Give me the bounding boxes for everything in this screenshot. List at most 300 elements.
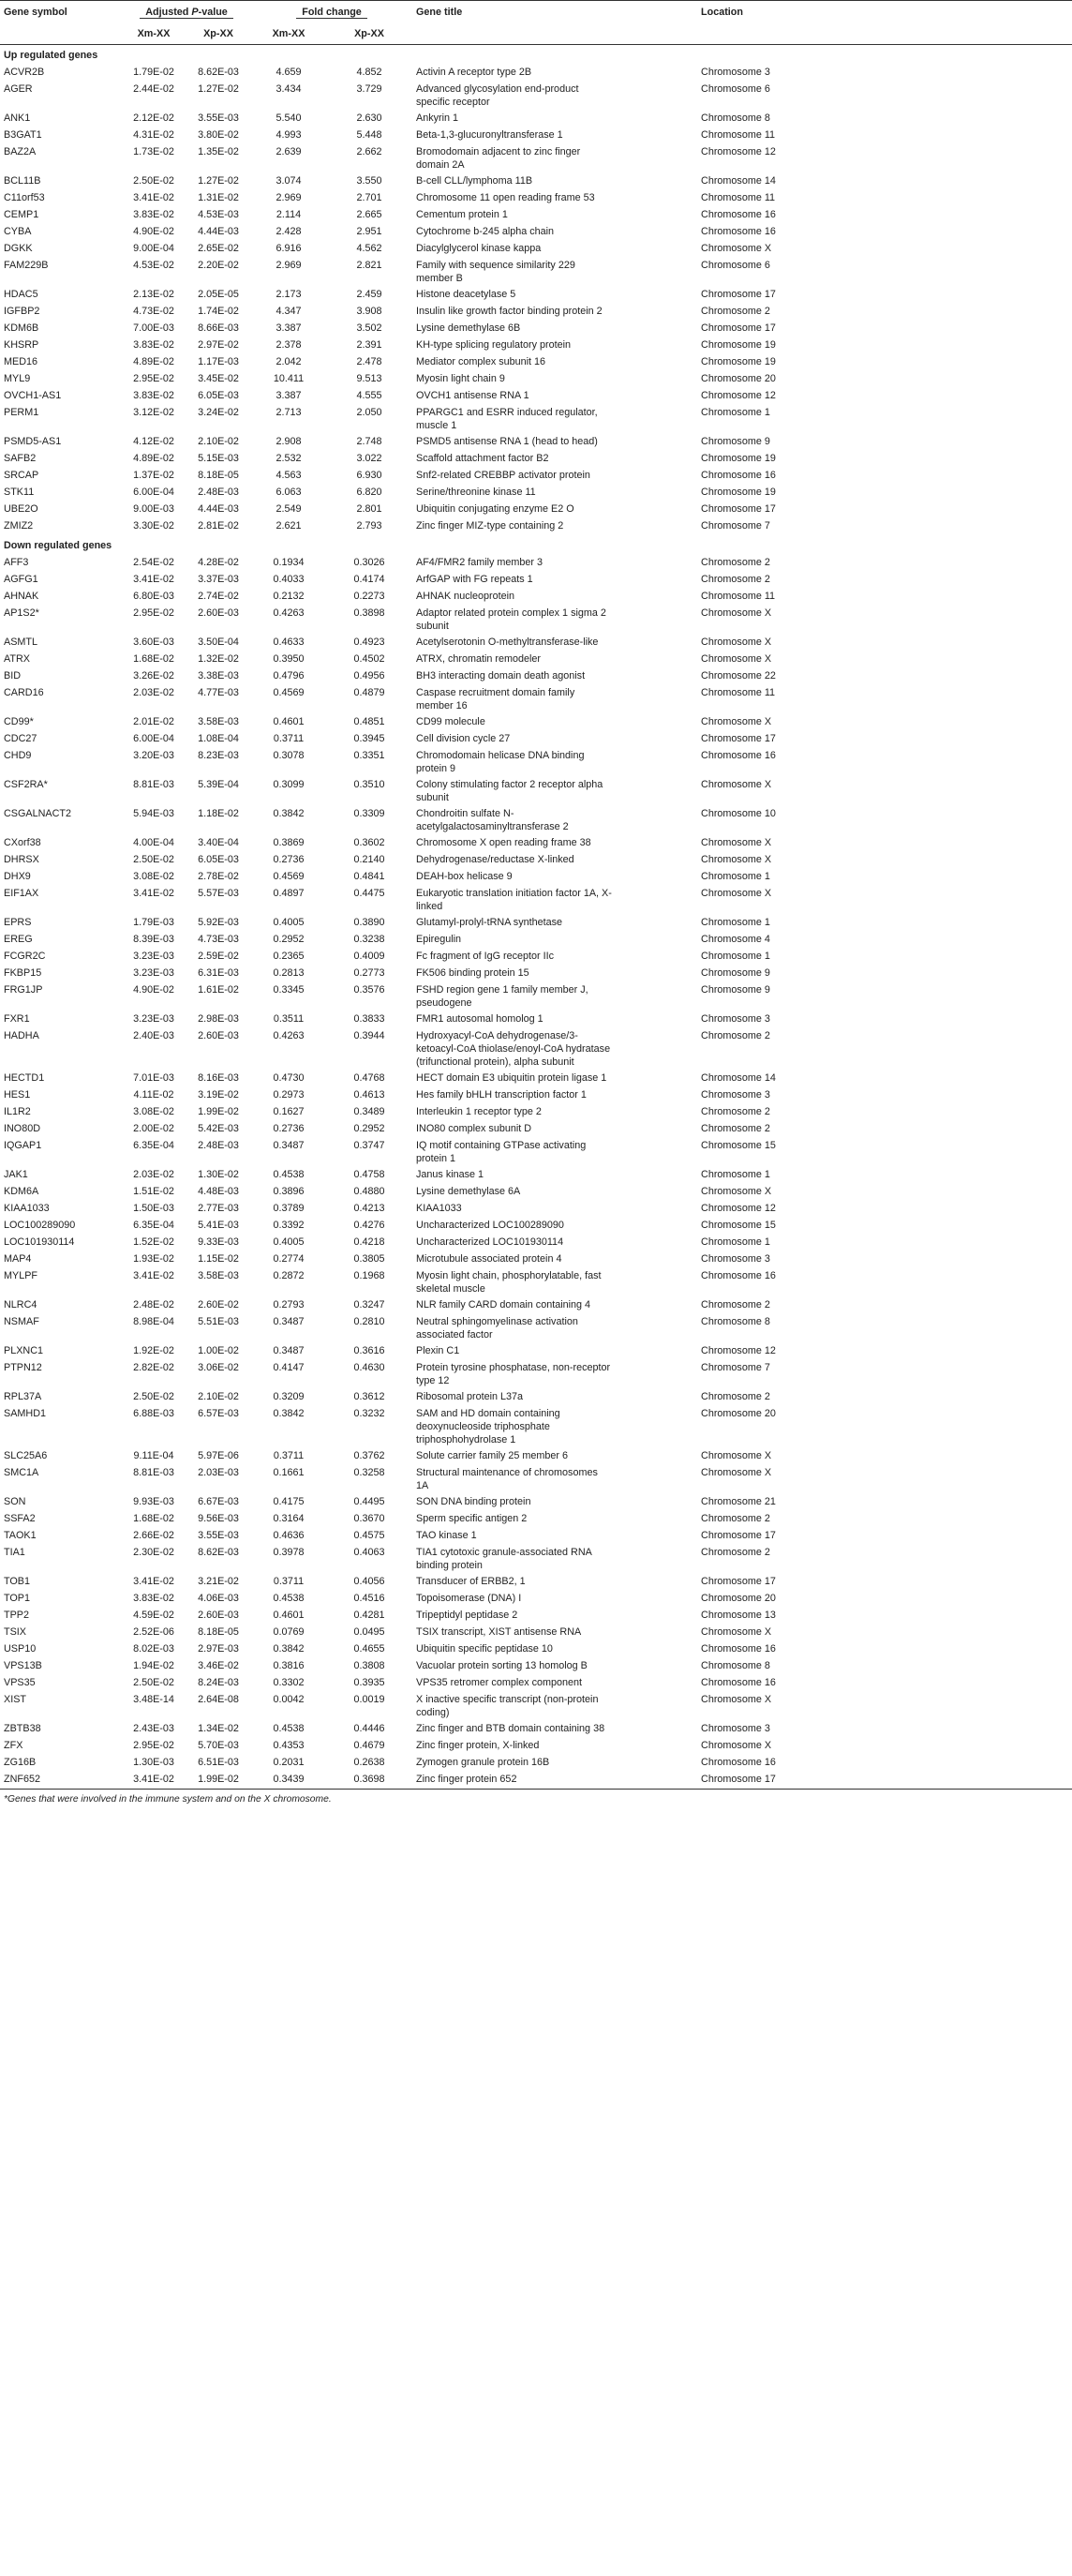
- fold-change-xp-xx-cell: 0.4213: [353, 1203, 385, 1214]
- adj-p-xm-xx-cell: 1.51E-02: [133, 1186, 174, 1197]
- gene-title-cell: FSHD region gene 1 family member J, pseudogene: [416, 984, 588, 1009]
- adj-p-xp-xx-cell: 3.55E-03: [198, 112, 239, 124]
- fold-change-xm-xx-cell: 0.3099: [273, 779, 305, 790]
- adj-p-xp-xx-cell: 2.05E-05: [198, 289, 239, 300]
- table-row: [0, 1343, 1072, 1360]
- fold-change-xp-xx-cell: 0.4174: [353, 574, 385, 585]
- spacer-cell: [613, 1772, 697, 1790]
- adj-p-xm-xx-cell: 1.94E-02: [133, 1660, 174, 1671]
- gene-symbol-cell: HADHA: [4, 1030, 39, 1041]
- adj-p-xm-xx-cell: 8.02E-03: [133, 1643, 174, 1655]
- spacer-cell: [613, 1268, 697, 1297]
- spacer-cell: [613, 207, 697, 224]
- adj-p-xm-xx-cell: 4.53E-02: [133, 260, 174, 271]
- spacer-cell: [613, 714, 697, 731]
- adj-p-xp-xx-cell: 8.62E-03: [198, 67, 239, 78]
- adj-p-xp-xx-cell: 8.18E-05: [198, 1626, 239, 1638]
- spacer-cell: [613, 1574, 697, 1591]
- adj-p-xp-xx-cell: 3.38E-03: [198, 670, 239, 681]
- gene-title-cell: Advanced glycosylation end-product specific receptor: [416, 83, 579, 108]
- fold-change-xp-xx-cell: 5.448: [356, 129, 382, 141]
- spacer-cell: [613, 731, 697, 748]
- gene-symbol-cell: IL1R2: [4, 1106, 31, 1117]
- fold-change-xm-xx-cell: 0.4569: [273, 687, 305, 698]
- adj-p-xp-xx-cell: 8.18E-05: [198, 470, 239, 481]
- fold-change-xp-xx-cell: 2.748: [356, 436, 382, 447]
- spacer-cell: [613, 1389, 697, 1406]
- adj-p-xm-xx-cell: 4.90E-02: [133, 984, 174, 996]
- gene-symbol-cell: LOC100289090: [4, 1220, 76, 1231]
- fold-change-xm-xx-cell: 2.378: [275, 339, 302, 351]
- location-cell: Chromosome 9: [701, 436, 770, 447]
- spacer-cell: [613, 651, 697, 668]
- table-row: [0, 207, 1072, 224]
- fold-change-xp-xx-cell: 0.3808: [353, 1660, 385, 1671]
- location-cell: Chromosome 3: [701, 1013, 770, 1025]
- location-cell: Chromosome 12: [701, 390, 776, 401]
- spacer-cell: [613, 932, 697, 949]
- adj-p-xm-xx-cell: 3.41E-02: [133, 192, 174, 203]
- adj-p-xm-xx-cell: 2.43E-03: [133, 1723, 174, 1734]
- location-cell: Chromosome 11: [701, 129, 776, 141]
- spacer-cell: [613, 966, 697, 982]
- header-fc-xm-xx: Xm-XX: [272, 28, 305, 39]
- adj-p-xm-xx-cell: 8.81E-03: [133, 779, 174, 790]
- fold-change-xp-xx-cell: 9.513: [356, 373, 382, 384]
- table-row: [0, 1641, 1072, 1658]
- fold-change-xp-xx-cell: 2.665: [356, 209, 382, 220]
- gene-symbol-cell: BAZ2A: [4, 146, 37, 157]
- table-footnote: *Genes that were involved in the immune system and on the X chromosome.: [4, 1794, 332, 1805]
- fold-change-xp-xx-cell: 3.908: [356, 306, 382, 317]
- gene-symbol-cell: AGFG1: [4, 574, 38, 585]
- header-adj-xm-xx: Xm-XX: [137, 28, 171, 39]
- table-row: [0, 241, 1072, 258]
- fold-change-xm-xx-cell: 0.4353: [273, 1740, 305, 1751]
- table-header: [0, 1, 1072, 45]
- gene-title-cell: Scaffold attachment factor B2: [416, 453, 549, 464]
- adj-p-xm-xx-cell: 6.00E-04: [133, 733, 174, 744]
- fold-change-xp-xx-cell: 0.3944: [353, 1030, 385, 1041]
- spacer-cell: [613, 304, 697, 321]
- adj-p-xp-xx-cell: 4.48E-03: [198, 1186, 239, 1197]
- location-cell: Chromosome 2: [701, 306, 770, 317]
- adj-p-xp-xx-cell: 5.92E-03: [198, 917, 239, 928]
- fold-change-xp-xx-cell: 2.050: [356, 407, 382, 418]
- adj-p-xm-xx-cell: 3.20E-03: [133, 750, 174, 761]
- location-cell: Chromosome X: [701, 837, 772, 848]
- spacer-cell: [613, 589, 697, 606]
- spacer-cell: [613, 258, 697, 287]
- adj-p-xm-xx-cell: 2.03E-02: [133, 687, 174, 698]
- fold-change-xp-xx-cell: 0.3898: [353, 607, 385, 619]
- spacer-cell: [613, 1011, 697, 1028]
- adj-p-xp-xx-cell: 3.80E-02: [198, 129, 239, 141]
- gene-symbol-cell: AHNAK: [4, 591, 39, 602]
- gene-symbol-cell: KIAA1033: [4, 1203, 50, 1214]
- gene-title-cell: B-cell CLL/lymphoma 11B: [416, 175, 533, 187]
- location-cell: Chromosome X: [701, 607, 772, 619]
- adj-p-xm-xx-cell: 4.90E-02: [133, 226, 174, 237]
- table-row: [0, 915, 1072, 932]
- adj-p-xm-xx-cell: 3.48E-14: [133, 1694, 174, 1705]
- gene-title-cell: Glutamyl-prolyl-tRNA synthetase: [416, 917, 563, 928]
- adj-p-xm-xx-cell: 1.37E-02: [133, 470, 174, 481]
- adj-p-xp-xx-cell: 1.17E-03: [198, 356, 239, 367]
- fold-change-xm-xx-cell: 0.4636: [273, 1530, 305, 1541]
- spacer-cell: [613, 354, 697, 371]
- location-cell: Chromosome 1: [701, 871, 770, 882]
- adj-p-xp-xx-cell: 3.58E-03: [198, 716, 239, 727]
- table-body: [0, 45, 1072, 1790]
- table-row: [0, 966, 1072, 982]
- adj-p-xp-xx-cell: 2.60E-03: [198, 1610, 239, 1621]
- fold-change-xm-xx-cell: 2.639: [275, 146, 302, 157]
- fold-change-xm-xx-cell: 0.0769: [273, 1626, 305, 1638]
- adj-p-xm-xx-cell: 3.30E-02: [133, 520, 174, 532]
- table-row: [0, 1297, 1072, 1314]
- fold-change-xm-xx-cell: 0.2872: [273, 1270, 305, 1281]
- gene-title-cell: Cell division cycle 27: [416, 733, 511, 744]
- gene-title-cell: Protein tyrosine phosphatase, non-receptor type 12: [416, 1362, 611, 1386]
- fold-change-xp-xx-cell: 2.459: [356, 289, 382, 300]
- spacer-cell: [613, 1738, 697, 1755]
- fold-change-xp-xx-cell: 0.3612: [353, 1391, 385, 1402]
- adj-p-xp-xx-cell: 6.31E-03: [198, 967, 239, 979]
- fold-change-xm-xx-cell: 0.2793: [273, 1299, 305, 1310]
- location-cell: Chromosome 3: [701, 1723, 770, 1734]
- fold-change-xm-xx-cell: 2.428: [275, 226, 302, 237]
- adj-p-xm-xx-cell: 3.41E-02: [133, 574, 174, 585]
- location-cell: Chromosome 17: [701, 503, 776, 515]
- gene-title-cell: Janus kinase 1: [416, 1169, 484, 1180]
- location-cell: Chromosome 16: [701, 470, 776, 481]
- spacer-cell: [613, 371, 697, 388]
- fold-change-xm-xx-cell: 0.3842: [273, 1643, 305, 1655]
- spacer-cell: [613, 388, 697, 405]
- spacer-cell: [613, 1448, 697, 1465]
- gene-title-cell: Zinc finger and BTB domain containing 38: [416, 1723, 605, 1734]
- spacer-cell: [613, 111, 697, 127]
- fold-change-xp-xx-cell: 0.3258: [353, 1467, 385, 1478]
- gene-symbol-cell: ZMIZ2: [4, 520, 34, 532]
- adj-p-xm-xx-cell: 2.50E-02: [133, 1677, 174, 1688]
- gene-title-cell: Family with sequence similarity 229 member B: [416, 260, 575, 284]
- spacer-cell: [613, 1360, 697, 1389]
- gene-symbol-cell: INO80D: [4, 1123, 41, 1134]
- adj-p-xm-xx-cell: 6.80E-03: [133, 591, 174, 602]
- fold-change-xm-xx-cell: 0.3816: [273, 1660, 305, 1671]
- gene-title-cell: Cytochrome b-245 alpha chain: [416, 226, 555, 237]
- gene-title-cell: Vacuolar protein sorting 13 homolog B: [416, 1660, 588, 1671]
- fold-change-xm-xx-cell: 0.3302: [273, 1677, 305, 1688]
- table-row: [0, 1011, 1072, 1028]
- spacer-cell: [613, 869, 697, 886]
- location-cell: Chromosome 19: [701, 453, 776, 464]
- gene-symbol-cell: NSMAF: [4, 1316, 39, 1327]
- fold-change-xm-xx-cell: 0.2031: [273, 1757, 305, 1768]
- fold-change-xm-xx-cell: 0.2132: [273, 591, 305, 602]
- adj-p-xm-xx-cell: 3.23E-03: [133, 951, 174, 962]
- adj-p-xp-xx-cell: 4.77E-03: [198, 687, 239, 698]
- spacer-cell: [613, 1104, 697, 1121]
- adj-p-xp-xx-cell: 2.59E-02: [198, 951, 239, 962]
- gene-title-cell: KIAA1033: [416, 1203, 462, 1214]
- adj-p-xm-xx-cell: 1.52E-02: [133, 1236, 174, 1248]
- gene-symbol-cell: TPP2: [4, 1610, 30, 1621]
- location-cell: Chromosome X: [701, 854, 772, 865]
- gene-symbol-cell: HECTD1: [4, 1072, 45, 1084]
- spacer-cell: [613, 1314, 697, 1343]
- fold-change-xp-xx-cell: 0.3602: [353, 837, 385, 848]
- fold-change-xp-xx-cell: 0.4923: [353, 637, 385, 648]
- adj-p-xm-xx-cell: 2.44E-02: [133, 83, 174, 95]
- gene-title-cell: AF4/FMR2 family member 3: [416, 557, 543, 568]
- gene-title-cell: Transducer of ERBB2, 1: [416, 1576, 526, 1587]
- adj-p-xp-xx-cell: 1.99E-02: [198, 1106, 239, 1117]
- gene-symbol-cell: PLXNC1: [4, 1345, 44, 1356]
- spacer-cell: [613, 1755, 697, 1772]
- fold-change-xm-xx-cell: 2.713: [275, 407, 302, 418]
- adj-p-xp-xx-cell: 6.05E-03: [198, 390, 239, 401]
- adj-p-xm-xx-cell: 3.23E-03: [133, 967, 174, 979]
- location-cell: Chromosome 7: [701, 1362, 770, 1373]
- adj-p-xp-xx-cell: 9.33E-03: [198, 1236, 239, 1248]
- fold-change-xp-xx-cell: 0.3670: [353, 1513, 385, 1524]
- spacer-cell: [613, 241, 697, 258]
- adj-p-xm-xx-cell: 2.52E-06: [133, 1626, 174, 1638]
- table-row: [0, 1167, 1072, 1184]
- location-cell: Chromosome 17: [701, 1576, 776, 1587]
- location-cell: Chromosome 20: [701, 1408, 776, 1419]
- table-row: [0, 949, 1072, 966]
- adj-p-xp-xx-cell: 6.05E-03: [198, 854, 239, 865]
- fold-change-xp-xx-cell: 2.701: [356, 192, 382, 203]
- fold-change-xm-xx-cell: 0.3487: [273, 1140, 305, 1151]
- adj-p-xp-xx-cell: 2.77E-03: [198, 1203, 239, 1214]
- fold-change-xm-xx-cell: 0.2813: [273, 967, 305, 979]
- adj-p-xm-xx-cell: 1.68E-02: [133, 1513, 174, 1524]
- adj-p-xm-xx-cell: 3.41E-02: [133, 888, 174, 899]
- location-cell: Chromosome X: [701, 1186, 772, 1197]
- gene-symbol-cell: SAMHD1: [4, 1408, 46, 1419]
- fold-change-xm-xx-cell: 0.3789: [273, 1203, 305, 1214]
- table-row: [0, 731, 1072, 748]
- adj-p-xp-xx-cell: 2.60E-03: [198, 607, 239, 619]
- fold-change-xm-xx-cell: 0.4633: [273, 637, 305, 648]
- fold-change-xp-xx-cell: 0.3890: [353, 917, 385, 928]
- table-row: [0, 1201, 1072, 1218]
- table-row: [0, 1268, 1072, 1297]
- fold-change-xp-xx-cell: 2.793: [356, 520, 382, 532]
- fold-change-xp-xx-cell: 0.3247: [353, 1299, 385, 1310]
- adj-p-xm-xx-cell: 2.82E-02: [133, 1362, 174, 1373]
- spacer-cell: [613, 1028, 697, 1071]
- gene-symbol-cell: FKBP15: [4, 967, 42, 979]
- adj-p-xm-xx-cell: 2.00E-02: [133, 1123, 174, 1134]
- adj-p-xp-xx-cell: 2.78E-02: [198, 871, 239, 882]
- gene-symbol-cell: DGKK: [4, 243, 33, 254]
- gene-title-cell: PSMD5 antisense RNA 1 (head to head): [416, 436, 598, 447]
- adj-p-xp-xx-cell: 3.55E-03: [198, 1530, 239, 1541]
- fold-change-xp-xx-cell: 0.2952: [353, 1123, 385, 1134]
- gene-symbol-cell: TAOK1: [4, 1530, 37, 1541]
- gene-title-cell: Caspase recruitment domain family member 16: [416, 687, 575, 711]
- gene-title-cell: Zinc finger protein 652: [412, 1772, 613, 1790]
- table-row: [0, 1755, 1072, 1772]
- location-cell: Chromosome 12: [701, 146, 776, 157]
- gene-symbol-cell: SAFB2: [4, 453, 37, 464]
- location-cell: Chromosome 3: [701, 1089, 770, 1101]
- gene-symbol-cell: CDC27: [4, 733, 37, 744]
- fold-change-xp-xx-cell: 4.555: [356, 390, 382, 401]
- fold-change-xm-xx-cell: 0.2736: [273, 1123, 305, 1134]
- gene-symbol-cell: XIST: [4, 1694, 26, 1705]
- gene-title-cell: OVCH1 antisense RNA 1: [416, 390, 529, 401]
- header-fc-xp-xx: Xp-XX: [354, 28, 384, 39]
- fold-change-xp-xx-cell: 0.2773: [353, 967, 385, 979]
- location-cell: Chromosome 22: [701, 670, 776, 681]
- fold-change-xp-xx-cell: 2.801: [356, 503, 382, 515]
- location-cell: Chromosome 13: [701, 1610, 776, 1621]
- location-cell: Chromosome 17: [697, 1772, 1072, 1790]
- table-row: [0, 518, 1072, 535]
- table-row: [0, 1738, 1072, 1755]
- spacer-cell: [613, 555, 697, 572]
- fold-change-xp-xx-cell: 0.4009: [353, 951, 385, 962]
- location-cell: Chromosome 1: [701, 1236, 770, 1248]
- fold-change-xp-xx-cell: 0.4281: [353, 1610, 385, 1621]
- table-row: [0, 1028, 1072, 1071]
- adj-p-xp-xx-cell: 2.60E-02: [198, 1299, 239, 1310]
- location-cell: Chromosome X: [701, 653, 772, 665]
- gene-symbol-cell: EREG: [4, 934, 33, 945]
- adj-p-xm-xx-cell: 2.95E-02: [133, 607, 174, 619]
- fold-change-xm-xx-cell: 0.4005: [273, 1236, 305, 1248]
- gene-title-cell: BH3 interacting domain death agonist: [416, 670, 586, 681]
- fold-change-xm-xx-cell: 2.969: [275, 260, 302, 271]
- location-cell: Chromosome 19: [701, 339, 776, 351]
- adj-p-xm-xx-cell: 8.81E-03: [133, 1467, 174, 1478]
- gene-symbol-cell: ASMTL: [4, 637, 37, 648]
- adj-p-xm-xx-cell: 2.66E-02: [133, 1530, 174, 1541]
- location-cell: Chromosome 2: [701, 1391, 770, 1402]
- fold-change-xp-xx-cell: 0.3510: [353, 779, 385, 790]
- table-row: [0, 1591, 1072, 1608]
- location-cell: Chromosome X: [701, 716, 772, 727]
- table-row: [0, 1389, 1072, 1406]
- header-fold-change: Fold change: [251, 1, 412, 24]
- fold-change-xp-xx-cell: 0.4446: [353, 1723, 385, 1734]
- adj-p-xp-xx-cell: 2.10E-02: [198, 1391, 239, 1402]
- gene-symbol-cell: VPS13B: [4, 1660, 42, 1671]
- gene-title-cell: SAM and HD domain containing deoxynucleoside triphosphate triphosphohydrolase 1: [416, 1408, 560, 1445]
- table-row: [0, 1314, 1072, 1343]
- location-cell: Chromosome X: [701, 1450, 772, 1461]
- table-row: [0, 1692, 1072, 1721]
- gene-title-cell: ArfGAP with FG repeats 1: [416, 574, 533, 585]
- spacer-cell: [613, 337, 697, 354]
- table-row: [0, 1448, 1072, 1465]
- table-row: [0, 258, 1072, 287]
- spacer-cell: [613, 1591, 697, 1608]
- adj-p-xm-xx-cell: 6.00E-04: [133, 487, 174, 498]
- gene-symbol-cell: ZNF652: [0, 1772, 122, 1790]
- fold-change-xp-xx-cell: 0.4841: [353, 871, 385, 882]
- header-adj-xp-xx: Xp-XX: [203, 28, 233, 39]
- fold-change-xm-xx-cell: 0.3164: [273, 1513, 305, 1524]
- location-cell: Chromosome 16: [701, 750, 776, 761]
- spacer-cell: [613, 1465, 697, 1494]
- fold-change-xm-xx-cell: 0.4033: [273, 574, 305, 585]
- adj-p-xm-xx-cell: 3.41E-02: [133, 1270, 174, 1281]
- gene-title-cell: Structural maintenance of chromosomes 1A: [416, 1467, 598, 1491]
- fold-change-xp-xx-cell: 3.729: [356, 83, 382, 95]
- gene-symbol-cell: RPL37A: [4, 1391, 42, 1402]
- adj-p-xp-xx-cell: 1.74E-02: [198, 306, 239, 317]
- fold-change-xp-xx-cell: 0.4956: [353, 670, 385, 681]
- location-cell: Chromosome 2: [701, 574, 770, 585]
- fold-change-xm-xx-cell: 0.3842: [273, 1408, 305, 1419]
- gene-symbol-cell: HDAC5: [4, 289, 38, 300]
- table-row: [0, 1235, 1072, 1251]
- fold-change-xm-xx-cell: 3.074: [275, 175, 302, 187]
- gene-title-cell: Insulin like growth factor binding protein 2: [416, 306, 603, 317]
- adj-p-xm-xx-cell: 2.54E-02: [133, 557, 174, 568]
- adj-p-xm-xx-cell: 2.30E-02: [133, 1547, 174, 1558]
- adj-p-xm-xx-cell: 3.08E-02: [133, 871, 174, 882]
- gene-symbol-cell: TOB1: [4, 1576, 31, 1587]
- fold-change-xp-xx-cell: 0.4516: [353, 1593, 385, 1604]
- location-cell: Chromosome 15: [701, 1140, 776, 1151]
- spacer-cell: [613, 806, 697, 835]
- spacer-cell: [613, 886, 697, 915]
- adj-p-xp-xx-cell: 1.18E-02: [198, 808, 239, 819]
- location-cell: Chromosome 2: [701, 1513, 770, 1524]
- fold-change-xp-xx-cell: 4.562: [356, 243, 382, 254]
- fold-change-xp-xx-cell: 0.4502: [353, 653, 385, 665]
- fold-change-xp-xx-cell: 0.4276: [353, 1220, 385, 1231]
- fold-change-xm-xx-cell: 6.916: [275, 243, 302, 254]
- table-row: [0, 869, 1072, 886]
- spacer-cell: [613, 144, 697, 173]
- fold-change-xm-xx-cell: 3.387: [275, 390, 302, 401]
- table-row: [0, 127, 1072, 144]
- spacer-cell: [613, 1608, 697, 1625]
- fold-change-xm-xx-cell: 0.2952: [273, 934, 305, 945]
- gene-title-cell: Chromodomain helicase DNA binding protein 9: [416, 750, 585, 774]
- fold-change-xp-xx-cell: 0.3616: [353, 1345, 385, 1356]
- section-header-row: [0, 45, 1072, 66]
- gene-title-cell: Cementum protein 1: [416, 209, 508, 220]
- location-cell: Chromosome X: [701, 888, 772, 899]
- adj-p-xp-xx-cell: 3.37E-03: [198, 574, 239, 585]
- fold-change-xp-xx-cell: 0.0019: [353, 1694, 385, 1705]
- adj-p-xp-xx-cell: 5.39E-04: [198, 779, 239, 790]
- gene-symbol-cell: KDM6B: [4, 322, 39, 334]
- adj-p-xp-xx-cell: 2.97E-02: [198, 339, 239, 351]
- adj-p-xp-xx-cell: 1.15E-02: [198, 1253, 239, 1265]
- location-cell: Chromosome X: [701, 1694, 772, 1705]
- spacer-cell: [613, 915, 697, 932]
- table-row: [0, 835, 1072, 852]
- fold-change-xm-xx-cell: 0.4601: [273, 716, 305, 727]
- gene-title-cell: FMR1 autosomal homolog 1: [416, 1013, 543, 1025]
- gene-title-cell: Chromosome 11 open reading frame 53: [416, 192, 595, 203]
- gene-symbol-cell: EIF1AX: [4, 888, 39, 899]
- table-row: [0, 589, 1072, 606]
- adj-p-xm-xx-cell: 1.79E-02: [133, 67, 174, 78]
